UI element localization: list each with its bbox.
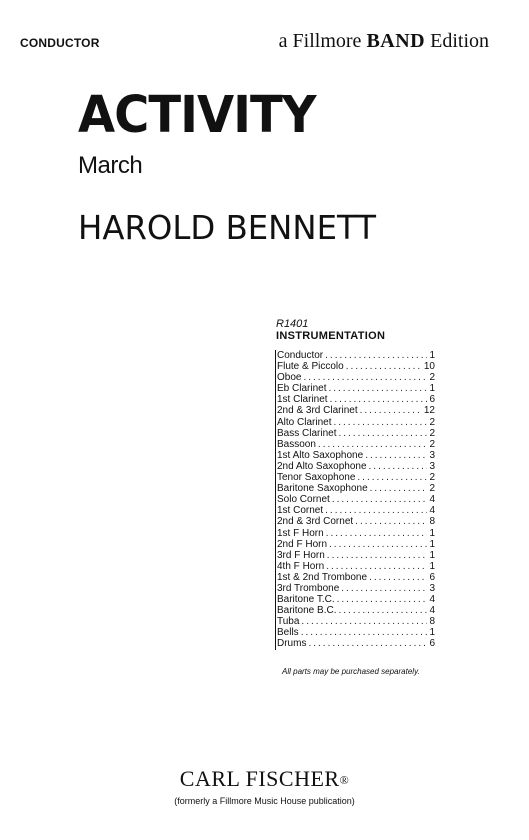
leader-dots [341,583,427,594]
instrument-quantity: 3 [429,582,435,594]
instrumentation-row [277,461,435,472]
instrumentation-row [277,394,435,405]
instrument-quantity: 1 [429,538,435,550]
instrument-quantity: 4 [429,494,435,506]
instrumentation-row [277,383,435,394]
instrument-quantity: 3 [429,449,435,461]
instrument-name: 1st Cornet [277,505,324,517]
instrumentation-heading: INSTRUMENTATION [276,330,386,342]
instrument-name: Drums [277,638,307,650]
leader-dots [357,472,427,483]
publisher-name-text: CARL FISCHER [179,766,340,791]
leader-dots [308,638,427,649]
leader-dots [326,528,428,539]
instrument-quantity: 3 [429,460,435,472]
piece-subtitle: March [78,152,143,179]
instrument-quantity: 1 [429,527,435,539]
edition-line [279,30,489,53]
instrument-quantity: 2 [429,427,435,439]
instrument-name: Baritone T.C. [277,594,335,606]
instrumentation-row [277,472,435,483]
instrument-quantity: 6 [429,394,435,406]
instrument-quantity: 6 [429,638,435,650]
registered-mark: ® [339,773,350,787]
instrument-quantity: 6 [429,571,435,583]
piece-title: ACTIVITY [78,86,316,145]
leader-dots [369,572,427,583]
leader-dots [369,461,428,472]
instrumentation-row [277,594,435,605]
instrumentation-row [277,583,435,594]
edition-suffix: Edition [425,30,489,52]
instrumentation-row [277,616,435,627]
edition-band: BAND [366,30,426,52]
instrument-name: 1st Clarinet [277,394,328,406]
instrumentation-row [277,439,435,450]
instrumentation-row [277,350,435,361]
instrument-quantity: 1 [429,627,435,639]
instrument-name: Bassoon [277,438,316,450]
instrument-name: Baritone Saxophone [277,483,368,495]
leader-dots [360,405,422,416]
instrument-name: Eb Clarinet [277,383,327,395]
leader-dots [332,494,428,505]
instrument-name: 2nd Alto Saxophone [277,460,367,472]
instrumentation-row [277,372,435,383]
leader-dots [337,594,428,605]
instrument-name: Baritone B.C. [277,605,337,617]
leader-dots [338,428,427,439]
leader-dots [346,361,422,372]
instrument-quantity: 1 [429,350,435,361]
instrument-name: Bells [277,627,299,639]
leader-dots [301,616,427,627]
instrument-name: Bass Clarinet [277,427,337,439]
instrumentation-row [277,505,435,516]
catalog-number: R1401 [276,318,309,330]
composer-name: HAROLD BENNETT [78,208,376,247]
instrument-name: Tenor Saxophone [277,472,356,484]
leader-dots [355,516,427,527]
instrument-quantity: 1 [429,383,435,395]
leader-dots [338,605,427,616]
instrument-name: 2nd & 3rd Cornet [277,516,354,528]
instrument-name: Flute & Piccolo [277,361,344,373]
instrument-name: Tuba [277,616,300,628]
leader-dots [303,372,427,383]
instrument-quantity: 1 [429,560,435,572]
instrumentation-row [277,405,435,416]
instrumentation-row [277,494,435,505]
instrument-quantity: 2 [429,416,435,428]
leader-dots [301,627,428,638]
instrument-quantity: 8 [429,616,435,628]
instrumentation-row [277,361,435,372]
instrument-name: 3rd Trombone [277,582,340,594]
instrument-quantity: 4 [429,505,435,517]
leader-dots [370,483,428,494]
leader-dots [327,550,428,561]
instrument-name: Solo Cornet [277,494,330,506]
instrument-quantity: 4 [429,605,435,617]
instrumentation-row [277,572,435,583]
instrument-quantity: 4 [429,594,435,606]
leader-dots [325,505,427,516]
leader-dots [330,394,428,405]
instrumentation-row [277,605,435,616]
publisher-name [0,766,529,792]
instrumentation-row [277,561,435,572]
instrumentation-row [277,627,435,638]
instrumentation-row [277,417,435,428]
instrument-quantity: 2 [429,372,435,384]
instrumentation-row [277,450,435,461]
leader-dots [328,383,427,394]
instrument-quantity: 8 [429,516,435,528]
edition-prefix: a Fillmore [278,30,367,52]
leader-dots [333,417,427,428]
instrumentation-row [277,428,435,439]
instrument-quantity: 12 [423,405,435,417]
instrumentation-row [277,528,435,539]
leader-dots [325,350,427,361]
part-label: CONDUCTOR [20,36,100,50]
instrumentation-row [277,539,435,550]
instrument-quantity: 2 [429,483,435,495]
instrument-quantity: 10 [423,361,435,373]
leader-dots [365,450,427,461]
instrument-name: 4th F Horn [277,560,325,572]
instrument-name: Alto Clarinet [277,416,332,428]
publisher-note: (formerly a Fillmore Music House publication) [174,796,355,806]
instrumentation-row [277,550,435,561]
instrumentation-row [277,483,435,494]
leader-dots [329,539,427,550]
instrument-quantity: 2 [429,472,435,484]
instrument-name: 3rd F Horn [277,549,325,561]
instrument-quantity: 1 [429,549,435,561]
leader-dots [318,439,428,450]
instrumentation-row [277,516,435,527]
instrumentation-list [275,350,435,650]
instrumentation-row [277,638,435,649]
purchase-note: All parts may be purchased separately. [282,667,420,676]
instrument-name: 1st Alto Saxophone [277,449,364,461]
instrument-name: Oboe [277,372,302,384]
instrument-name: 2nd & 3rd Clarinet [277,405,358,417]
instrument-quantity: 2 [429,438,435,450]
instrument-name: 1st F Horn [277,527,324,539]
leader-dots [326,561,427,572]
instrument-name: 2nd F Horn [277,538,328,550]
instrument-name: Conductor [277,350,324,361]
instrument-name: 1st & 2nd Trombone [277,571,368,583]
